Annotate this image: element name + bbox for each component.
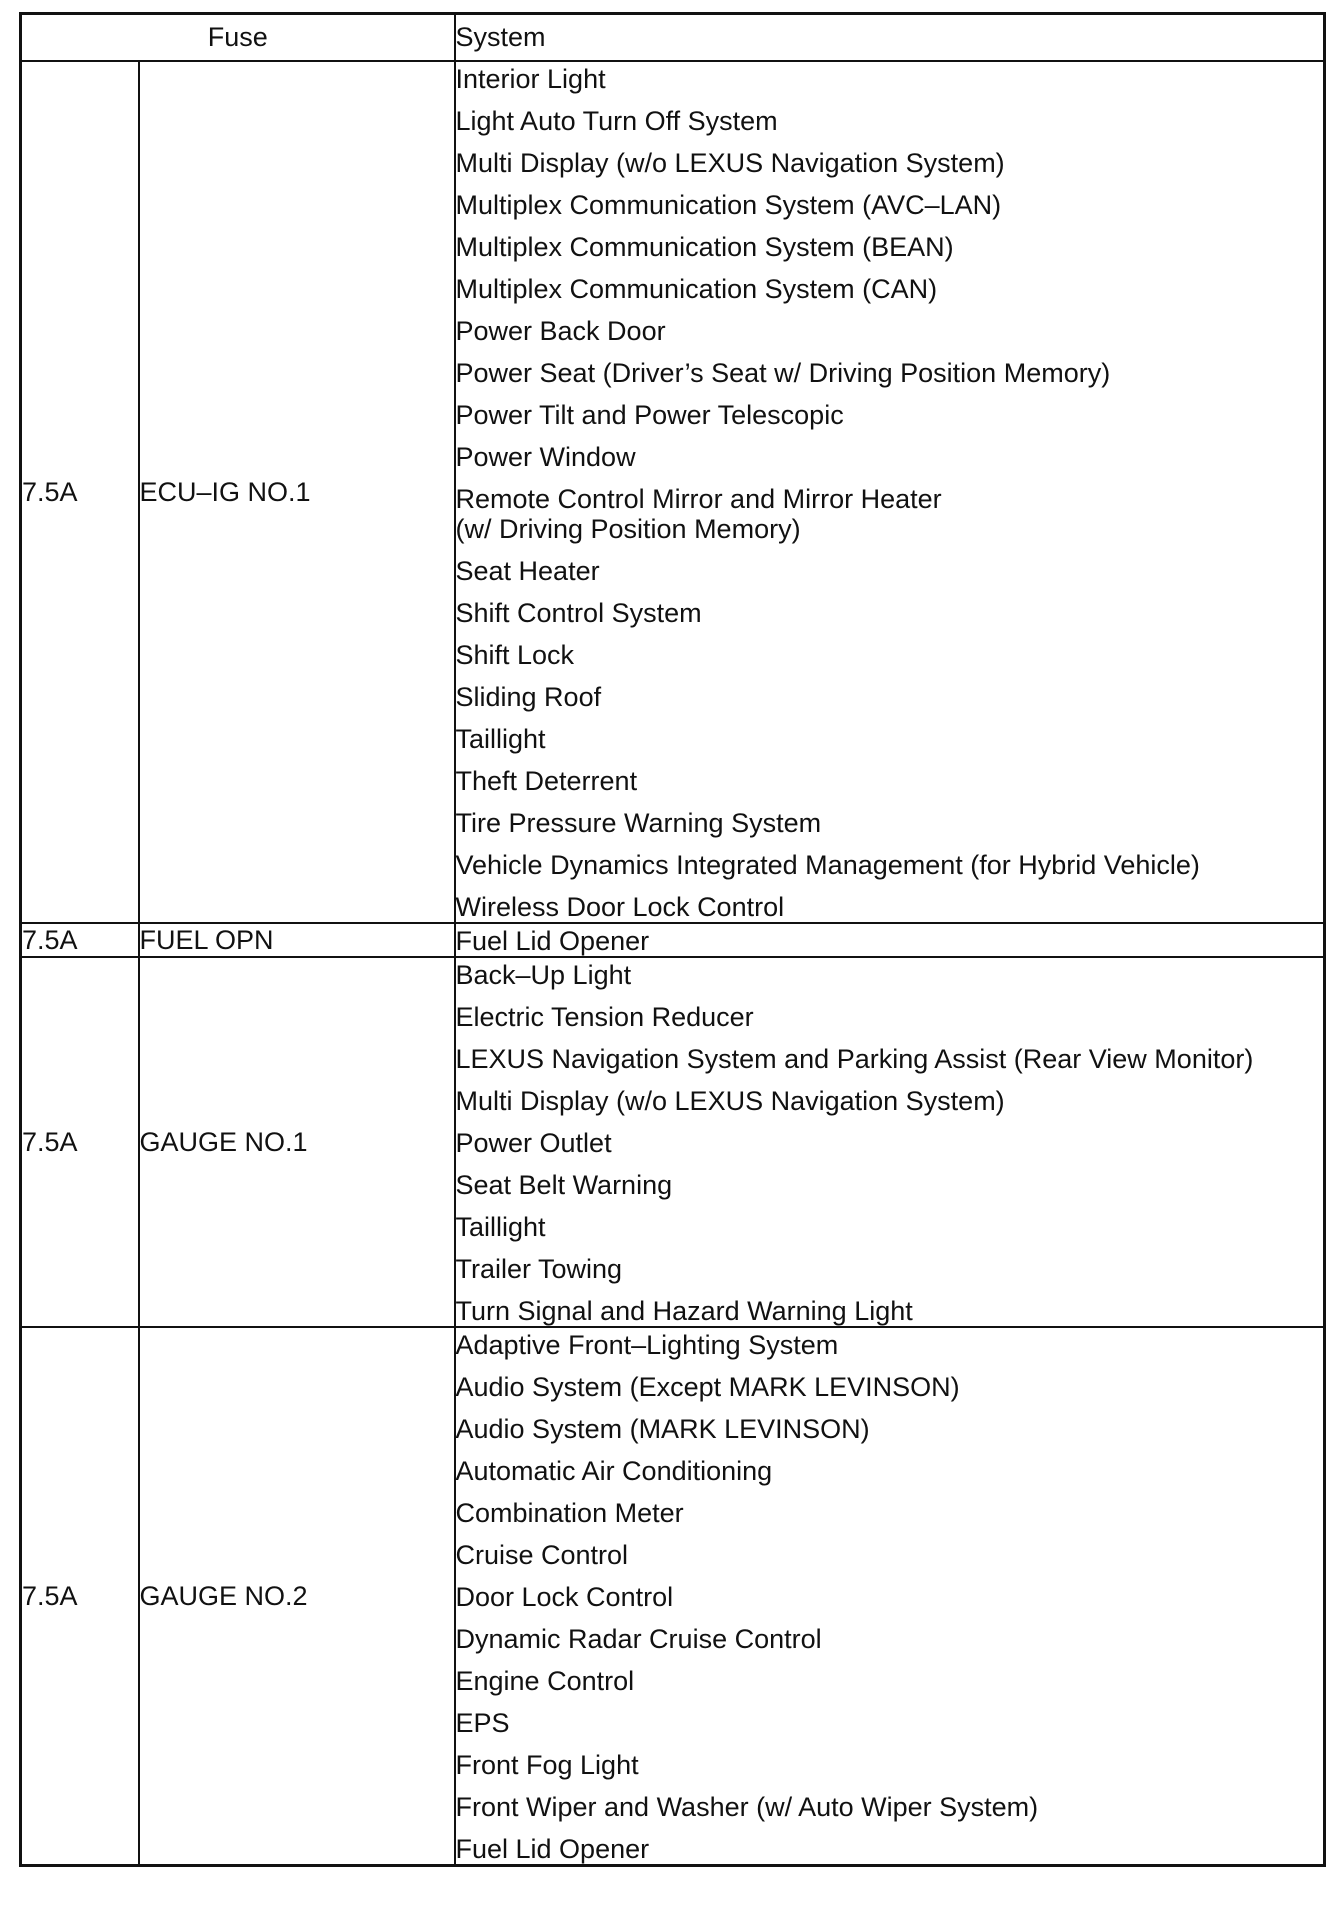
header-fuse: Fuse xyxy=(21,14,455,62)
system-item: Shift Control System xyxy=(455,598,702,628)
system-item: Fuel Lid Opener xyxy=(455,1834,650,1864)
system-item: LEXUS Navigation System and Parking Assist (Rear View Monitor) xyxy=(455,1044,1254,1074)
system-item: Taillight xyxy=(455,1212,546,1242)
system-item: Tire Pressure Warning System xyxy=(455,808,822,838)
system-item: Vehicle Dynamics Integrated Management (for Hybrid Vehicle) xyxy=(455,850,1200,880)
system-item: Trailer Towing xyxy=(455,1254,623,1284)
fuse-table-body xyxy=(21,61,1325,1866)
header-system: System xyxy=(455,14,1325,62)
system-item: Front Fog Light xyxy=(455,1750,639,1780)
system-list xyxy=(455,957,1325,1327)
system-item: Cruise Control xyxy=(455,1540,629,1570)
system-item: Interior Light xyxy=(455,64,606,94)
fuse-amperage: 7.5A xyxy=(21,1327,139,1866)
system-item: Power Outlet xyxy=(455,1128,612,1158)
fuse-amperage: 7.5A xyxy=(21,923,139,957)
fuse-name: GAUGE NO.1 xyxy=(139,957,455,1327)
system-item: Light Auto Turn Off System xyxy=(455,106,778,136)
system-item: Automatic Air Conditioning xyxy=(455,1456,773,1486)
system-item: Wireless Door Lock Control xyxy=(455,892,785,922)
table-row xyxy=(21,61,1325,923)
system-item: Seat Heater xyxy=(455,556,600,586)
system-item: Multi Display (w/o LEXUS Navigation System) xyxy=(455,148,1005,178)
system-item: Adaptive Front–Lighting System xyxy=(455,1330,839,1360)
system-item: Back–Up Light xyxy=(455,960,632,990)
system-item: Multiplex Communication System (BEAN) xyxy=(455,232,954,262)
system-item: Dynamic Radar Cruise Control xyxy=(455,1624,822,1654)
system-list xyxy=(455,61,1325,923)
system-item: Front Wiper and Washer (w/ Auto Wiper System) xyxy=(455,1792,1039,1822)
system-item: Shift Lock xyxy=(455,640,575,670)
system-item: Combination Meter xyxy=(455,1498,684,1528)
table-row xyxy=(21,923,1325,957)
system-item: Power Seat (Driver’s Seat w/ Driving Position Memory) xyxy=(455,358,1111,388)
system-list xyxy=(455,1327,1325,1866)
system-item: Taillight xyxy=(455,724,546,754)
system-list xyxy=(455,923,1325,957)
system-item: Power Tilt and Power Telescopic xyxy=(455,400,844,430)
table-row xyxy=(21,957,1325,1327)
system-item: Audio System (MARK LEVINSON) xyxy=(455,1414,870,1444)
system-item: Multiplex Communication System (AVC–LAN) xyxy=(455,190,1002,220)
system-item: Door Lock Control xyxy=(455,1582,674,1612)
system-item: Audio System (Except MARK LEVINSON) xyxy=(455,1372,960,1402)
system-item: Electric Tension Reducer xyxy=(455,1002,754,1032)
fuse-table xyxy=(19,12,1326,1867)
system-item: Sliding Roof xyxy=(455,682,602,712)
system-item: Theft Deterrent xyxy=(455,766,638,796)
table-header-row xyxy=(21,14,1325,62)
fuse-name: FUEL OPN xyxy=(139,923,455,957)
fuse-name: GAUGE NO.2 xyxy=(139,1327,455,1866)
system-item: Remote Control Mirror and Mirror Heater (w/ Driving Position Memory) xyxy=(455,484,942,544)
system-item: EPS xyxy=(455,1708,510,1738)
fuse-amperage: 7.5A xyxy=(21,61,139,923)
system-item: Multiplex Communication System (CAN) xyxy=(455,274,938,304)
fuse-amperage: 7.5A xyxy=(21,957,139,1327)
system-item: Engine Control xyxy=(455,1666,635,1696)
fuse-name: ECU–IG NO.1 xyxy=(139,61,455,923)
system-item: Fuel Lid Opener xyxy=(455,926,650,956)
system-item: Power Window xyxy=(455,442,636,472)
system-item: Turn Signal and Hazard Warning Light xyxy=(455,1296,913,1326)
table-row xyxy=(21,1327,1325,1866)
system-item: Power Back Door xyxy=(455,316,666,346)
system-item: Multi Display (w/o LEXUS Navigation System) xyxy=(455,1086,1005,1116)
system-item: Seat Belt Warning xyxy=(455,1170,673,1200)
